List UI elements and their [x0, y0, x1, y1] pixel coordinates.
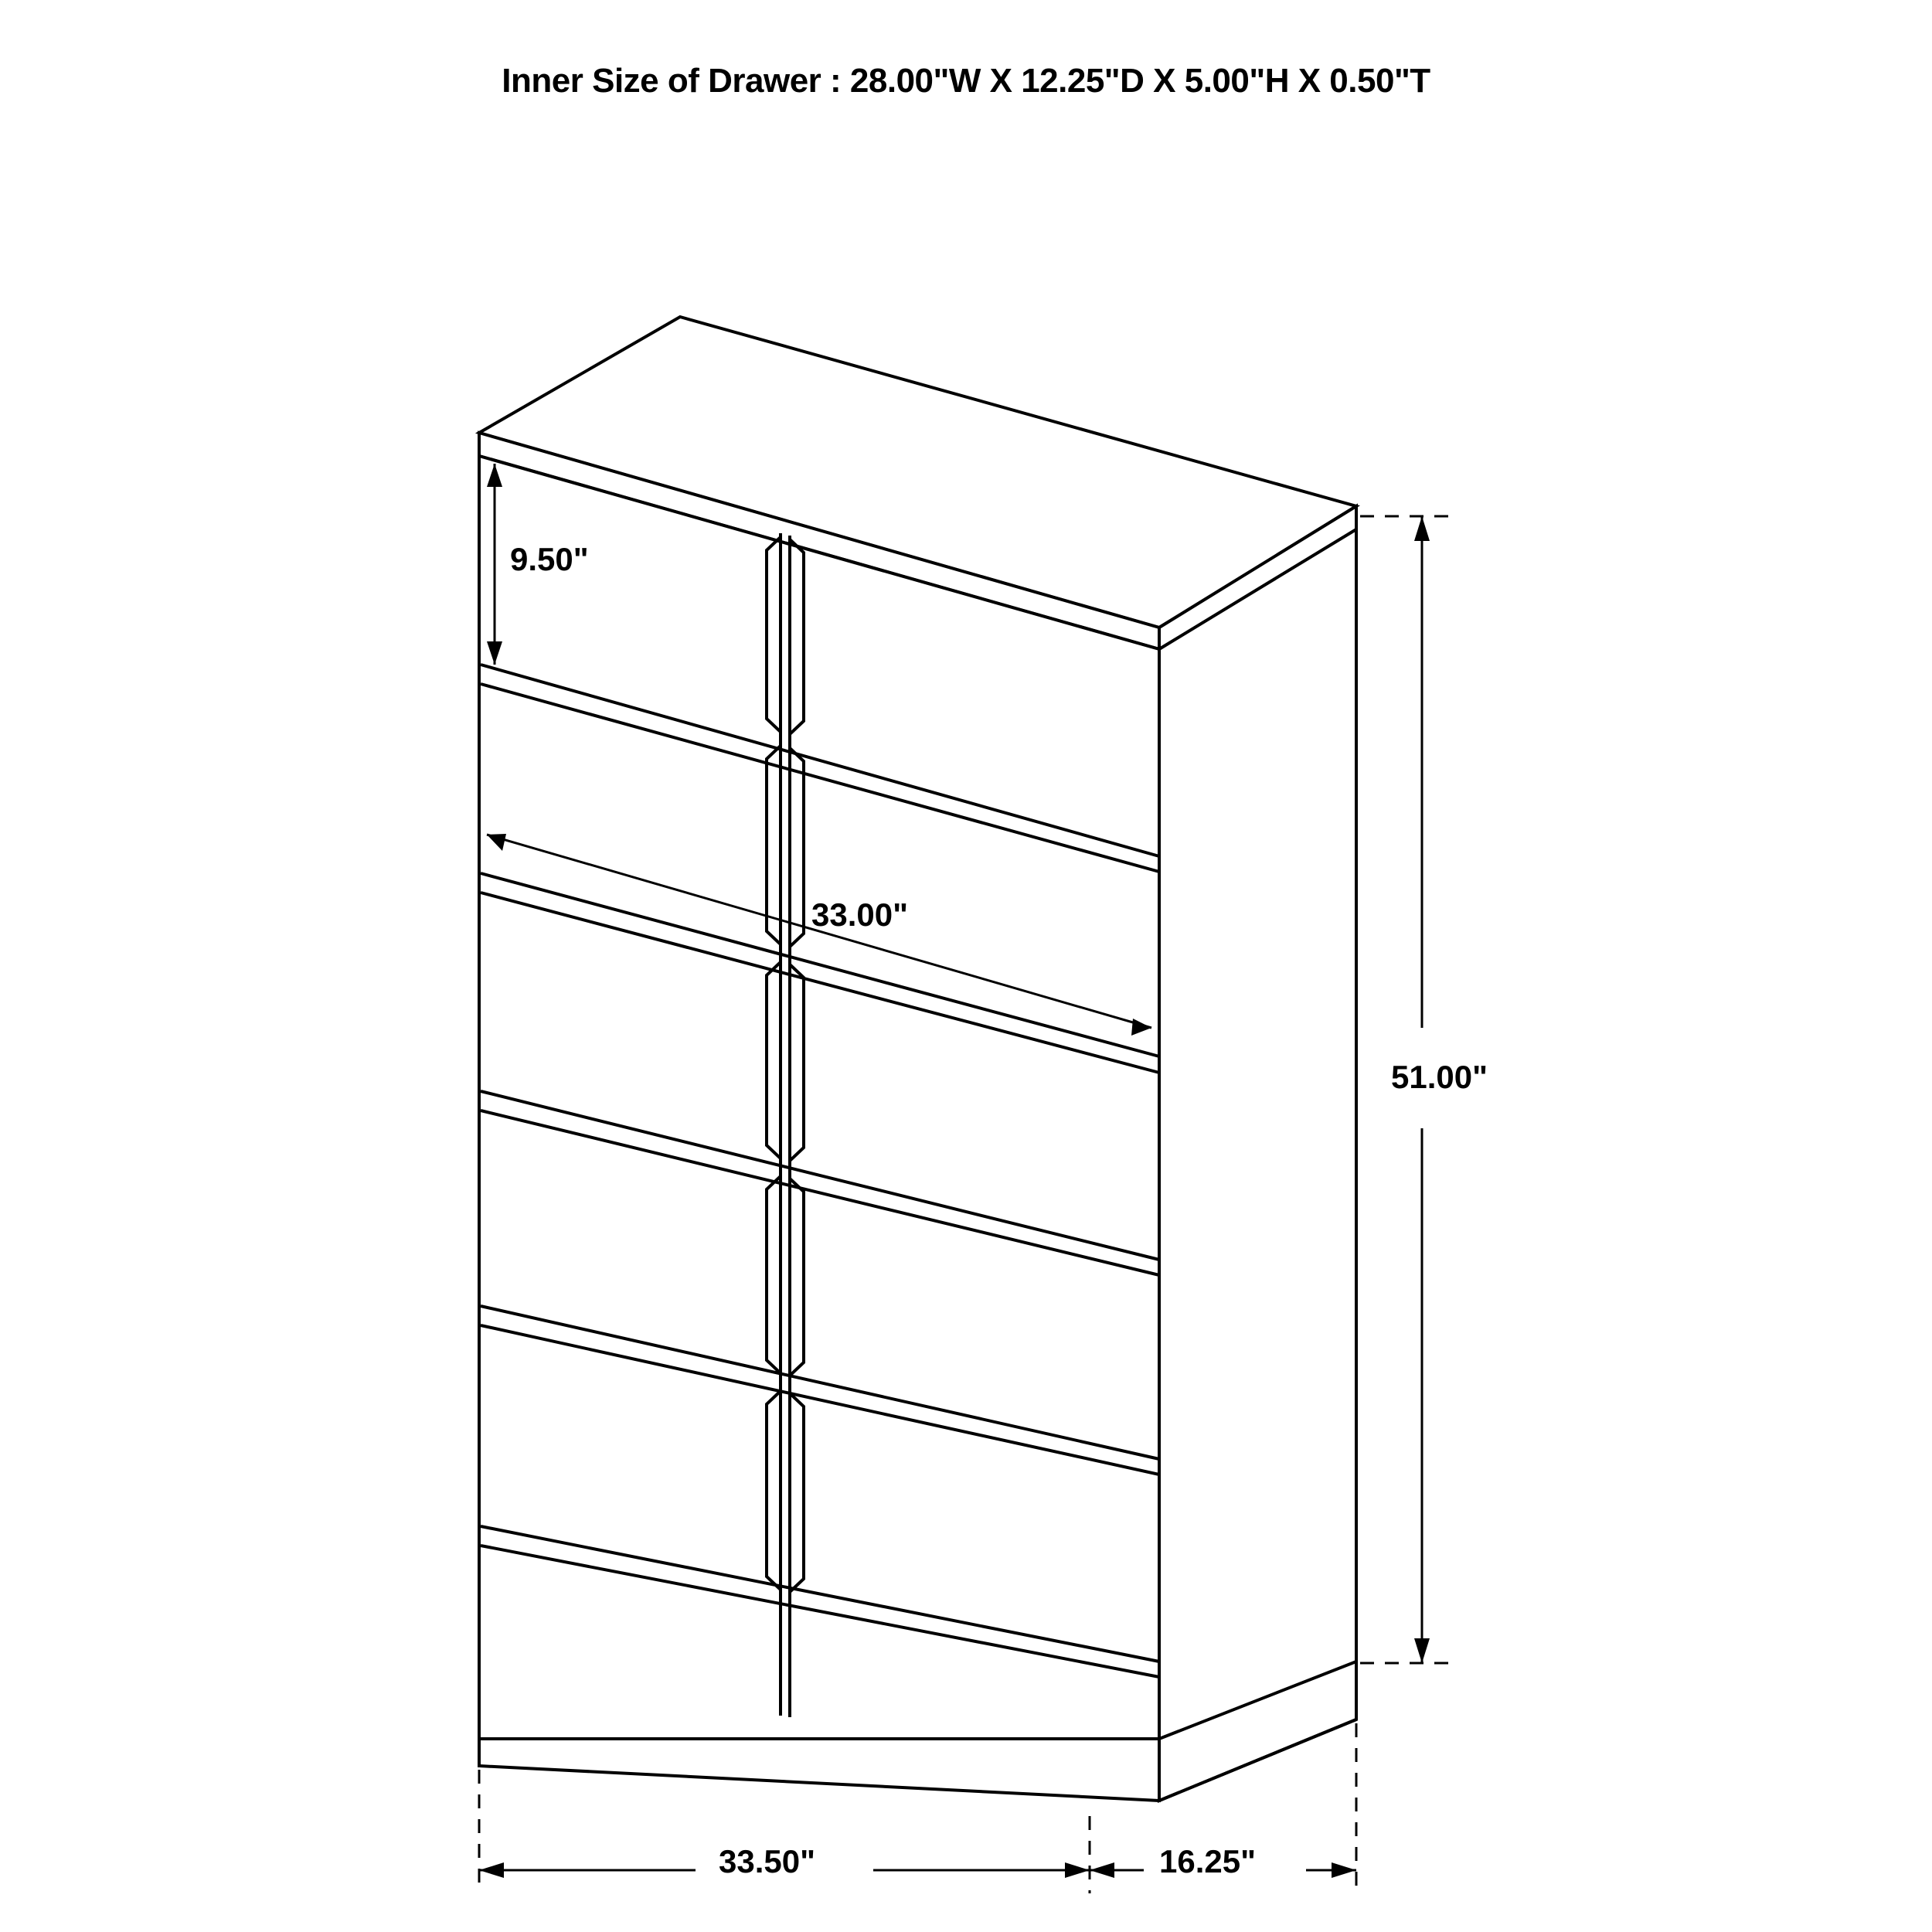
- dimension-label-total-depth: 16.25": [1159, 1843, 1257, 1879]
- dimension-label-drawer-height: 9.50": [510, 541, 589, 577]
- dimension-label-drawer-width: 33.00": [811, 896, 909, 933]
- dimension-label-total-height: 51.00": [1391, 1059, 1488, 1095]
- cabinet-side-panel: [1159, 529, 1356, 1801]
- cabinet-front-face: [479, 456, 1159, 1801]
- dimension-label-total-width: 33.50": [719, 1843, 816, 1879]
- page-title: Inner Size of Drawer : 28.00"W X 12.25"D X 5.00"H X 0.50"T: [502, 62, 1430, 100]
